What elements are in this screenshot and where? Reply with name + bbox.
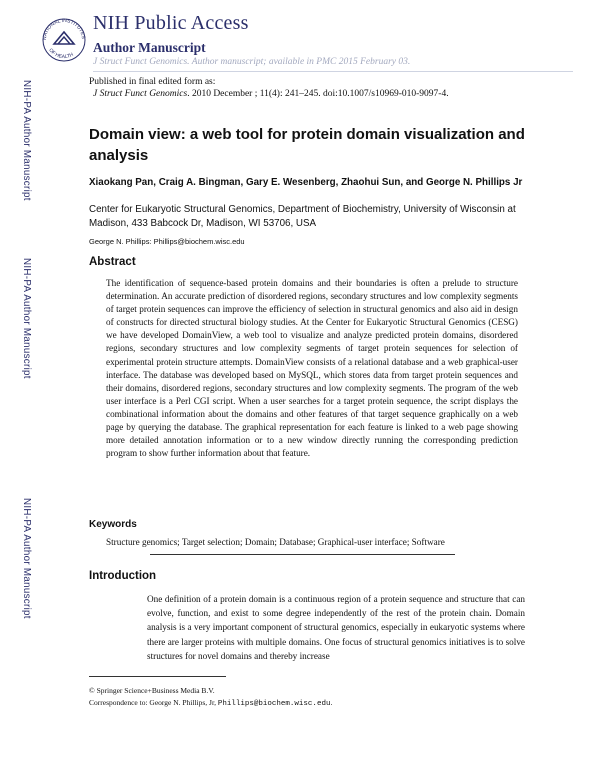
nih-seal-logo [40, 10, 88, 66]
seal-text-bottom: OF HEALTH [47, 47, 75, 61]
side-banner-2: NIH-PA Author Manuscript [21, 258, 32, 379]
correspondence-suffix: . [330, 698, 333, 707]
published-label: Published in final edited form as: [89, 77, 216, 87]
introduction-heading: Introduction [89, 570, 157, 582]
header-divider [93, 71, 573, 72]
abstract-heading: Abstract [89, 256, 136, 268]
introduction-text: One definition of a protein domain is a continuous region of a protein sequence and structure that can evolve, function, and exist to some degree independently of the rest of the protein chain. Domain analysis is a very important component of structural genomics, especially in eukaryotic systems where there are larger proteins with multiple domains. One focus of structural genomics initiatives is to solve structures for novel domains and thereby increase [147, 594, 525, 661]
side-banner-1: NIH-PA Author Manuscript [21, 80, 32, 201]
seal-text-top: NATIONAL INSTITUTES [41, 17, 87, 41]
citation [93, 89, 449, 99]
keywords-heading: Keywords [89, 519, 137, 530]
header-title: NIH Public Access [93, 12, 249, 34]
contact-email[interactable]: George N. Phillips: Phillips@biochem.wisc.edu [89, 237, 245, 246]
correspondence-email[interactable]: Phillips@biochem.wisc.edu [217, 700, 331, 708]
footnote-correspondence [89, 698, 332, 708]
header-journal-line: J Struct Funct Genomics. Author manuscript; available in PMC 2015 February 03. [93, 57, 411, 67]
article-title: Domain view: a web tool for protein domain visualization and analysis [89, 126, 525, 164]
correspondence-prefix: Correspondence to: George N. Phillips, Jr, [89, 698, 218, 707]
keywords-text: Structure genomics; Target selection; Domain; Database; Graphical-user interface; Software [106, 537, 445, 547]
abstract-text: The identification of sequence-based protein domains and their boundaries is often a prelude to structure determination. An accurate prediction of disordered regions, secondary structures and low complexity segments of target protein sequences can improve the efficiency of selection in structural genomics and also aid in design of constructs for directed structural biology studies. At the Center for Eukaryotic Structural Genomics (CESG) we have developed DomainView, a web tool to visualize and analyze predicted protein domains, disordered regions, secondary structures and low complexity segments of target protein sequences for selection of experimental protein structure attempts. DomainView consists of a relational database and a web graphical-user interface. The database was developed based on MySQL, which stores data from target protein sequences and their domains, disordered regions, secondary structures and low complexity segments. The program of the web user interface is a Perl CGI script. When a user searches for a target protein sequence, the script displays the combinational information about the domains and other features of that target sequence graphically on a web page by querying the database. The graphical representation for each feature is linked to a web page showing more detailed annotation information or to a new window directly running the corresponding prediction program to show further information about that feature. [106, 278, 518, 459]
authors: Xiaokang Pan, Craig A. Bingman, Gary E. Wesenberg, Zhaohui Sun, and George N. Phillips Jr [89, 177, 523, 188]
svg-text:OF HEALTH [47, 47, 75, 60]
footnote-divider [89, 676, 226, 677]
citation-details: . 2010 December ; 11(4): 241–245. doi:10.1007/s10969-010-9097-4. [187, 89, 449, 99]
side-banner-3: NIH-PA Author Manuscript [21, 498, 32, 619]
citation-journal: J Struct Funct Genomics [93, 89, 188, 99]
footnote-copyright: © Springer Science+Business Media B.V. [89, 686, 215, 695]
header-subtitle: Author Manuscript [93, 40, 206, 55]
affiliation: Center for Eukaryotic Structural Genomics, Department of Biochemistry, University of Wisconsin at Madison, 433 Babcock Dr, Madison, WI 53706, USA [89, 204, 516, 229]
keywords-divider [150, 554, 455, 555]
